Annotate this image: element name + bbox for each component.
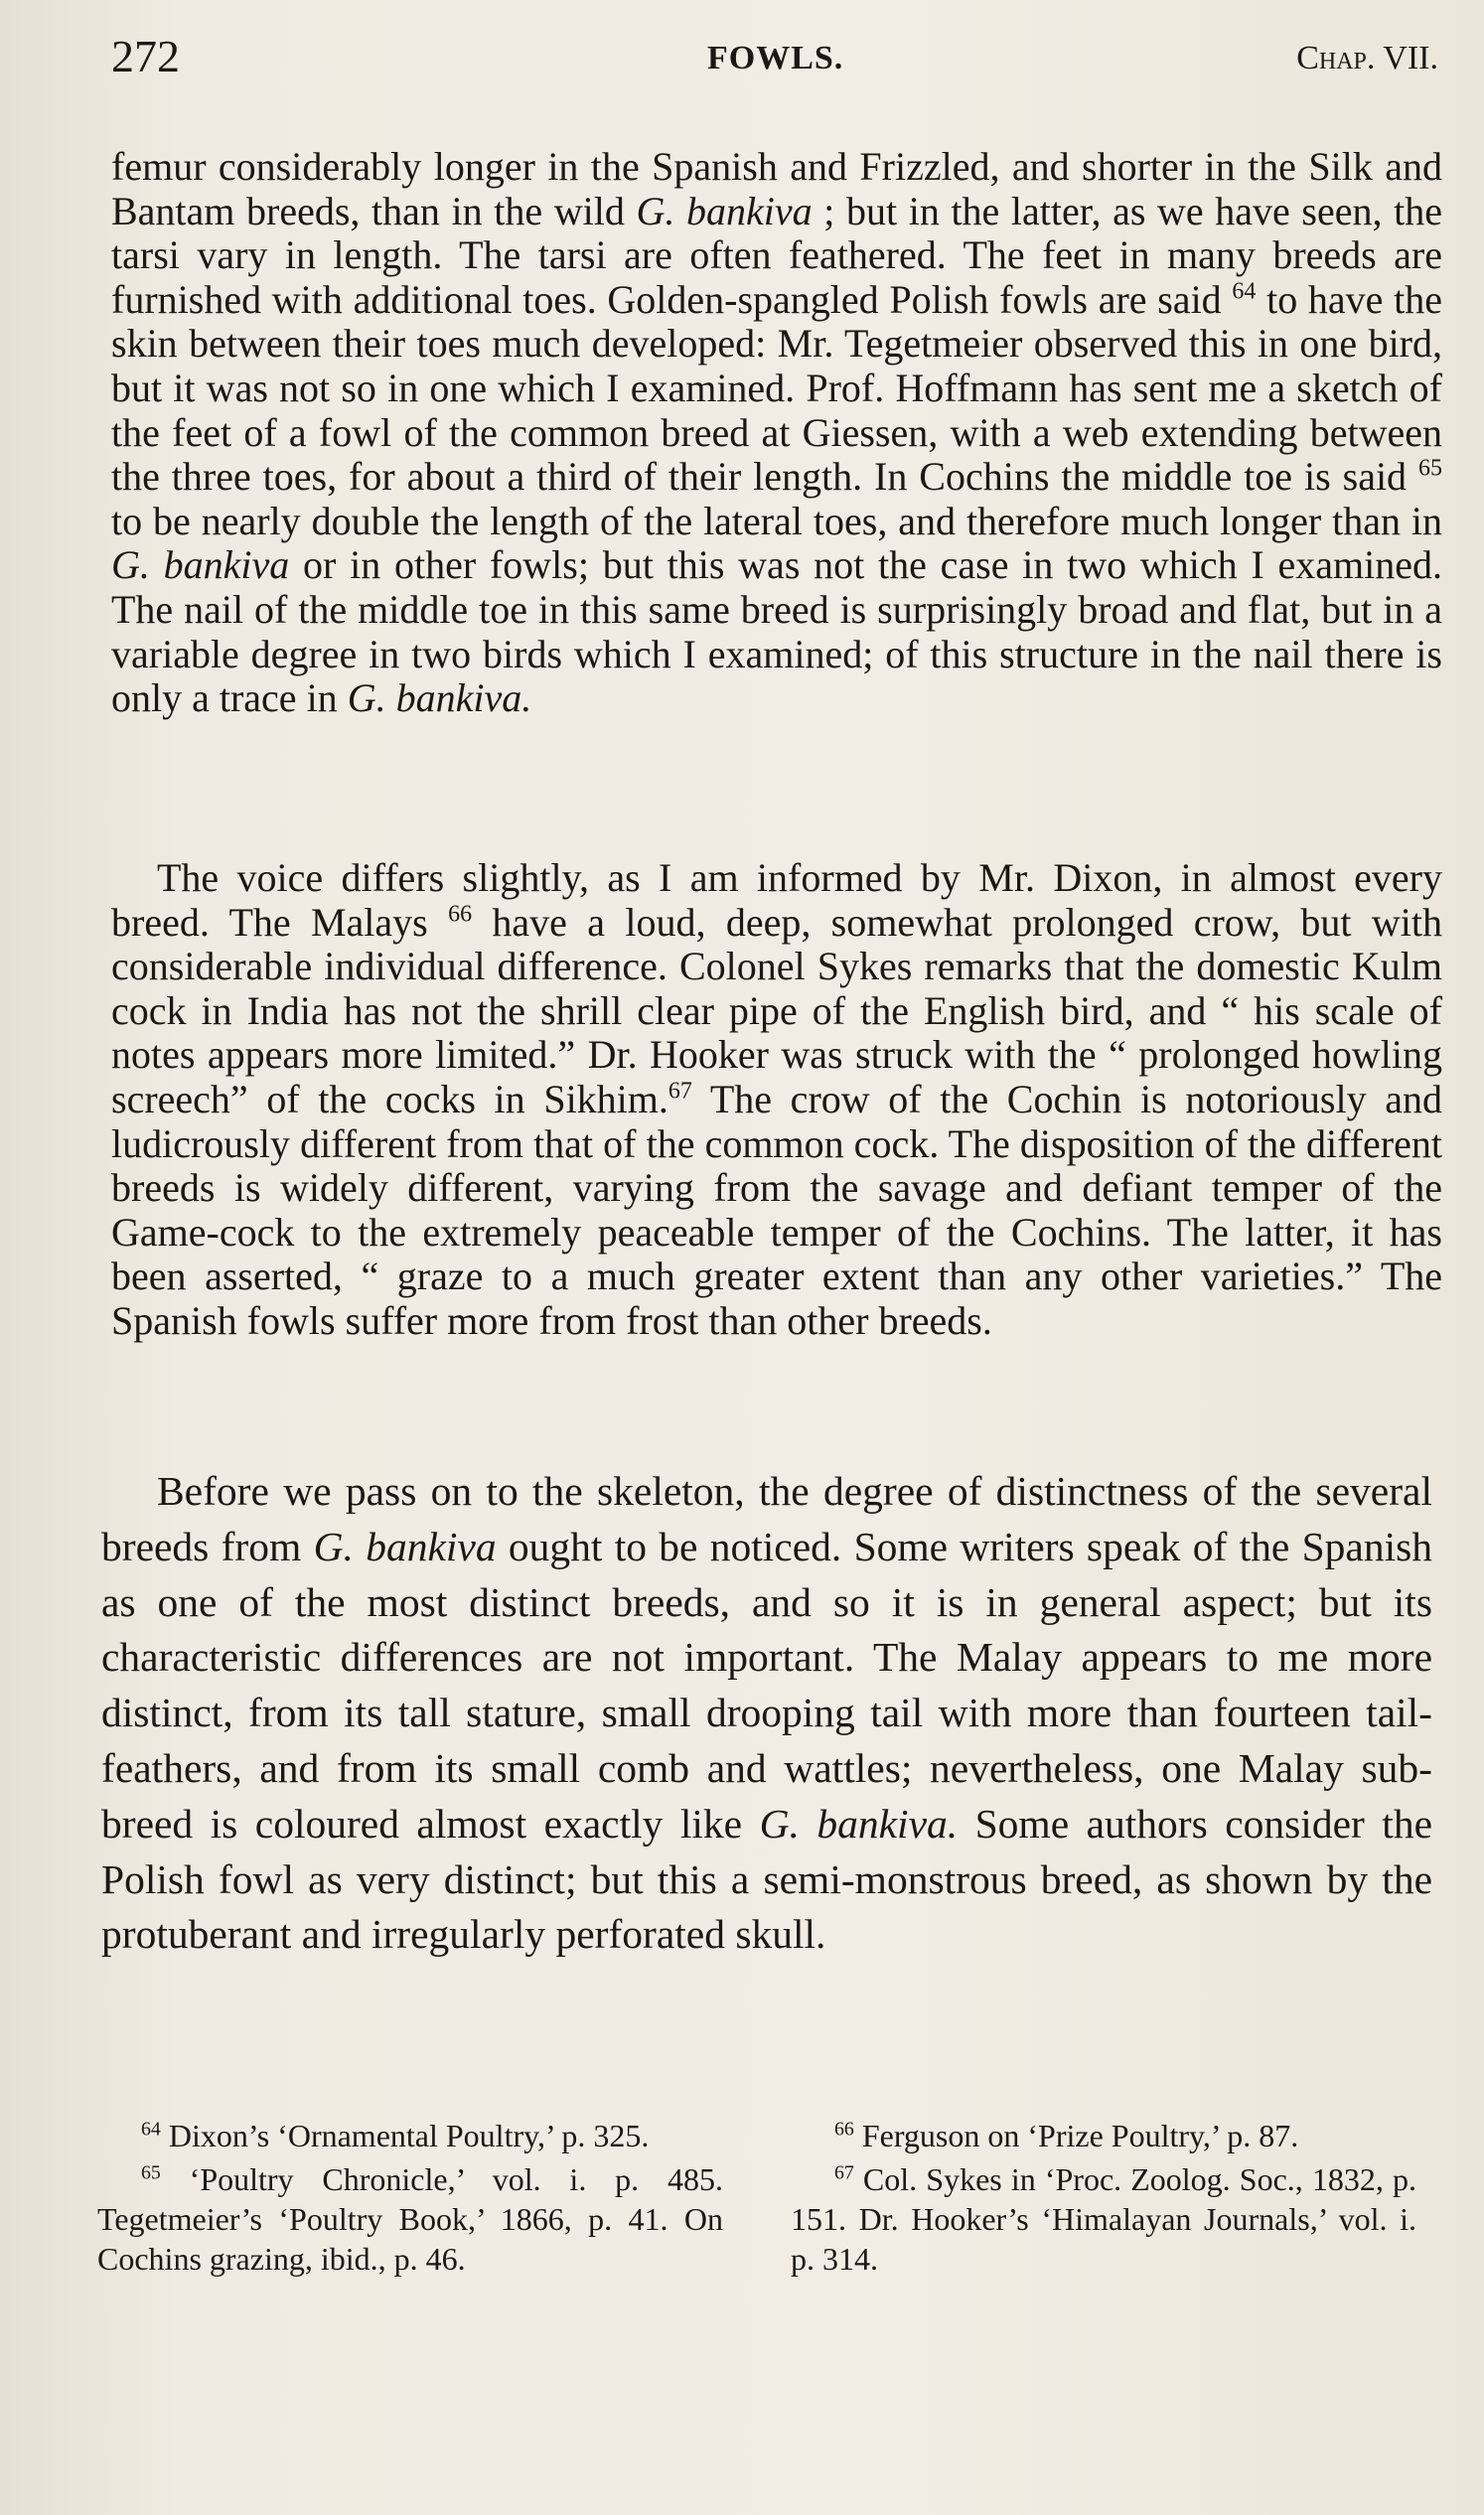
paragraph-distinctness (101, 1464, 1432, 1963)
footnote-64 (97, 2116, 723, 2155)
footnote-column-right (791, 2116, 1416, 2283)
chapter-label: Chap. VII. (1296, 40, 1438, 76)
footnote-text: ‘Poultry Chronicle,’ vol. i. p. 485. Tegetmeier’s ‘Poultry Book,’ 1866, p. 41. On Cochins grazing, ibid., p. 46. (97, 2161, 723, 2277)
text-run: have a loud, deep, somewhat prolonged crow, but with considerable individual difference. Colonel Sykes remarks that the domestic Kulm cock in India has not the shrill clear pipe of the English bird, and “ his scale of notes appears more limited.” Dr. Hooker was struck with the “ prolonged howling screech” of the cocks in Sikhim. (111, 899, 1442, 1121)
footnote-ref-65: 65 (1418, 455, 1442, 482)
paragraph-voice (111, 856, 1442, 1344)
footnote-67 (791, 2159, 1416, 2279)
paragraph-feet (111, 145, 1442, 721)
species-name: G. bankiva. (759, 1800, 959, 1847)
text-run: Some authors consider the Polish fowl as very distinct; but this a semi-monstrous breed, as shown by the protuberant and irregularly perforated skull. (101, 1800, 1432, 1958)
running-header (111, 30, 1438, 89)
page-number: 272 (111, 31, 180, 81)
footnote-number: 65 (141, 2161, 161, 2184)
text-run: Before we pass on to the skeleton, the degree of distinctness of the several breeds from (101, 1468, 1432, 1569)
species-name: G. bankiva (636, 188, 813, 233)
footnote-text: Ferguson on ‘Prize Poultry,’ p. 87. (853, 2118, 1299, 2153)
species-name: G. bankiva (313, 1523, 497, 1569)
footnote-number: 64 (141, 2118, 161, 2141)
text-run: to have the skin between their toes much developed: Mr. Tegetmeier observed this in one bird, but it was not so in one which I examined. Prof. Hoffmann has sent me a sketch of the feet of a fowl of the common breed at Giessen, with a web extending between the three toes, for about a third of their length. In Cochins the middle toe is said (111, 276, 1442, 500)
footnotes (97, 2116, 1444, 2374)
footnote-column-left (97, 2116, 723, 2283)
footnote-65 (97, 2159, 723, 2279)
footnote-ref-66: 66 (448, 901, 473, 928)
footnote-number: 66 (834, 2118, 854, 2141)
footnote-text: Col. Sykes in ‘Proc. Zoolog. Soc., 1832, p. 151. Dr. Hooker’s ‘Himalayan Journals,’ vol. i. p. 314. (791, 2161, 1416, 2277)
text-run: femur considerably longer in the Spanish and Frizzled, and shorter in the Silk and Bantam breeds, than in the wild (111, 144, 1442, 233)
footnote-66 (791, 2116, 1416, 2155)
species-name: G. bankiva (111, 542, 290, 588)
running-title: FOWLS. (707, 40, 844, 76)
footnote-text: Dixon’s ‘Ornamental Poultry,’ p. 325. (160, 2118, 650, 2153)
text-run: ; but in the latter, as we have seen, the tarsi vary in length. The tarsi are often feathered. The feet in many breeds are furnished with additional toes. Golden-spangled Polish fowls are said (111, 188, 1442, 322)
footnote-ref-67: 67 (668, 1078, 692, 1105)
text-run: The voice differs slightly, as I am informed by Mr. Dixon, in almost every breed. The Malays (111, 855, 1442, 945)
text-run: The crow of the Cochin is notoriously and ludicrously different from that of the common cock. The disposition of the different breeds is widely different, varying from the savage and defiant temper of the Game-cock to the extremely peaceable temper of the Cochins. The latter, it has been asserted, “ graze to a much greater extent than any other varieties.” The Spanish fowls suffer more from frost than other breeds. (111, 1076, 1442, 1343)
footnote-ref-64: 64 (1232, 278, 1257, 305)
species-name: G. bankiva. (347, 675, 532, 721)
text-run: or in other fowls; but this was not the case in two which I examined. The nail of the middle toe in this same breed is surprisingly broad and flat, but in a variable degree in two birds which I examined; of this structure in the nail there is only a trace in (111, 542, 1442, 721)
footnote-number: 67 (834, 2161, 854, 2184)
text-run: ought to be noticed. Some writers speak of the Spanish as one of the most distinct breeds, and so it is in general aspect; but its characteristic differences are not important. The Malay appears to me more distinct, from its tall stature, small drooping tail with more than fourteen tail-feathers, and from its small comb and wattles; nevertheless, one Malay sub-breed is coloured almost exactly like (101, 1523, 1433, 1847)
text-run: to be nearly double the length of the lateral toes, and therefore much longer than in (111, 498, 1442, 543)
